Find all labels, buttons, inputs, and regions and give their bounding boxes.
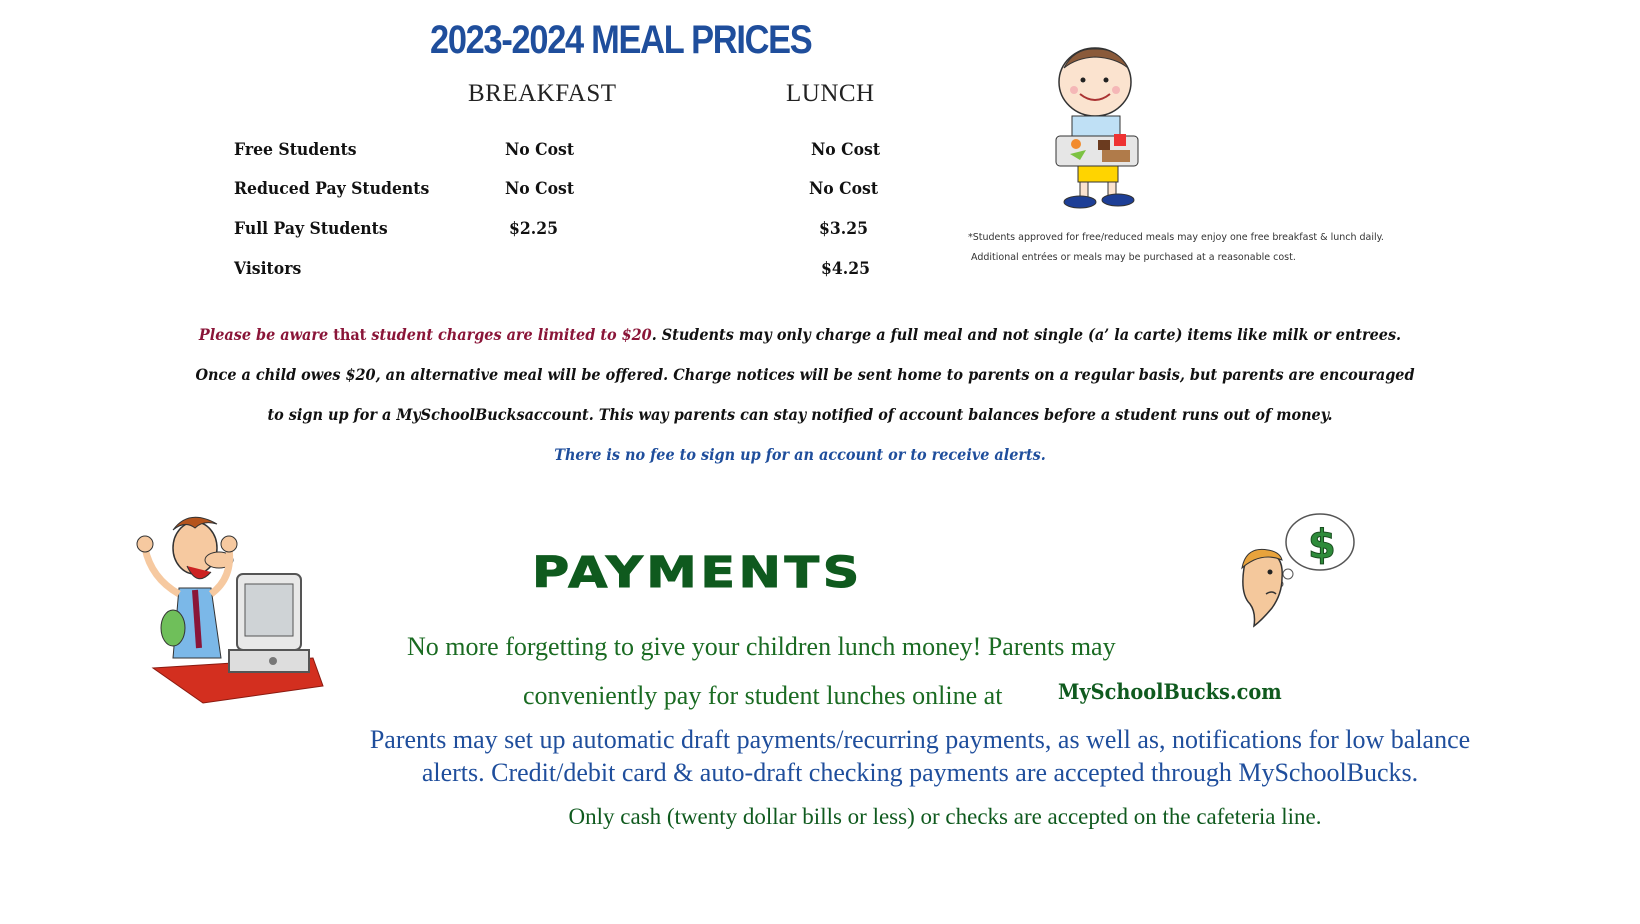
lunch-price-visitors: $4.25 — [821, 259, 870, 279]
charge-policy-line-1 — [196, 325, 1405, 344]
charge-policy-line-3: to sign up for a MySchoolBucksaccount. This way parents can stay notified of account balances before a student runs out of money. — [267, 405, 1333, 424]
breakfast-column-header: BREAKFAST — [468, 80, 617, 107]
auto-draft-line-1: Parents may set up automatic draft payments/recurring payments, as well as, notifications for low balance — [369, 725, 1471, 754]
cash-check-policy: Only cash (twenty dollar bills or less) or checks are accepted on the cafeteria line. — [568, 804, 1322, 829]
excited-man-at-computer-icon — [133, 508, 333, 708]
boy-with-lunch-tray-icon — [1050, 44, 1150, 214]
page-title: 2023-2024 MEAL PRICES — [430, 18, 812, 62]
man-thinking-dollar-icon — [1228, 508, 1358, 638]
payments-line-1: No more forgetting to give your children lunch money! Parents may — [407, 632, 1116, 661]
that-text: that — [328, 325, 372, 344]
charge-limit-text: student charges are limited to $20 — [371, 325, 652, 344]
breakfast-price-free: No Cost — [505, 140, 575, 160]
row-label-visitors: Visitors — [234, 259, 302, 279]
lunch-price-full-pay: $3.25 — [819, 219, 868, 239]
row-label-full-pay: Full Pay Students — [234, 219, 388, 239]
payments-line-2: conveniently pay for student lunches online at — [523, 681, 1003, 710]
lunch-price-free: No Cost — [811, 140, 881, 160]
myschoolbucks-link[interactable]: MySchoolBucks.com — [1058, 679, 1282, 704]
breakfast-price-full-pay: $2.25 — [509, 219, 558, 239]
row-label-reduced: Reduced Pay Students — [234, 179, 430, 199]
no-fee-notice: There is no fee to sign up for an account or to receive alerts. — [554, 445, 1046, 464]
auto-draft-line-2: alerts. Credit/debit card & auto-draft checking payments are accepted through MySchoolBucks. — [421, 758, 1419, 787]
please-be-aware-text: Please be aware — [198, 325, 329, 344]
lunch-column-header: LUNCH — [786, 80, 875, 107]
breakfast-price-reduced: No Cost — [505, 179, 575, 199]
eligibility-note-line-1: *Students approved for free/reduced meals may enjoy one free breakfast & lunch daily. — [968, 232, 1384, 243]
charge-policy-line-2: Once a child owes $20, an alternative meal will be offered. Charge notices will be sent home to parents on a regular basis, but parents are encouraged — [195, 365, 1415, 384]
svg-text:$: $ — [1308, 522, 1336, 568]
lunch-price-reduced: No Cost — [809, 179, 879, 199]
charge-policy-line-1-rest: . Students may only charge a full meal and not single (a’ la carte) items like milk or entrees. — [651, 325, 1402, 344]
eligibility-note-line-2: Additional entrées or meals may be purchased at a reasonable cost. — [971, 252, 1296, 263]
payments-heading: PAYMENTS — [532, 548, 863, 598]
row-label-free: Free Students — [234, 140, 357, 160]
